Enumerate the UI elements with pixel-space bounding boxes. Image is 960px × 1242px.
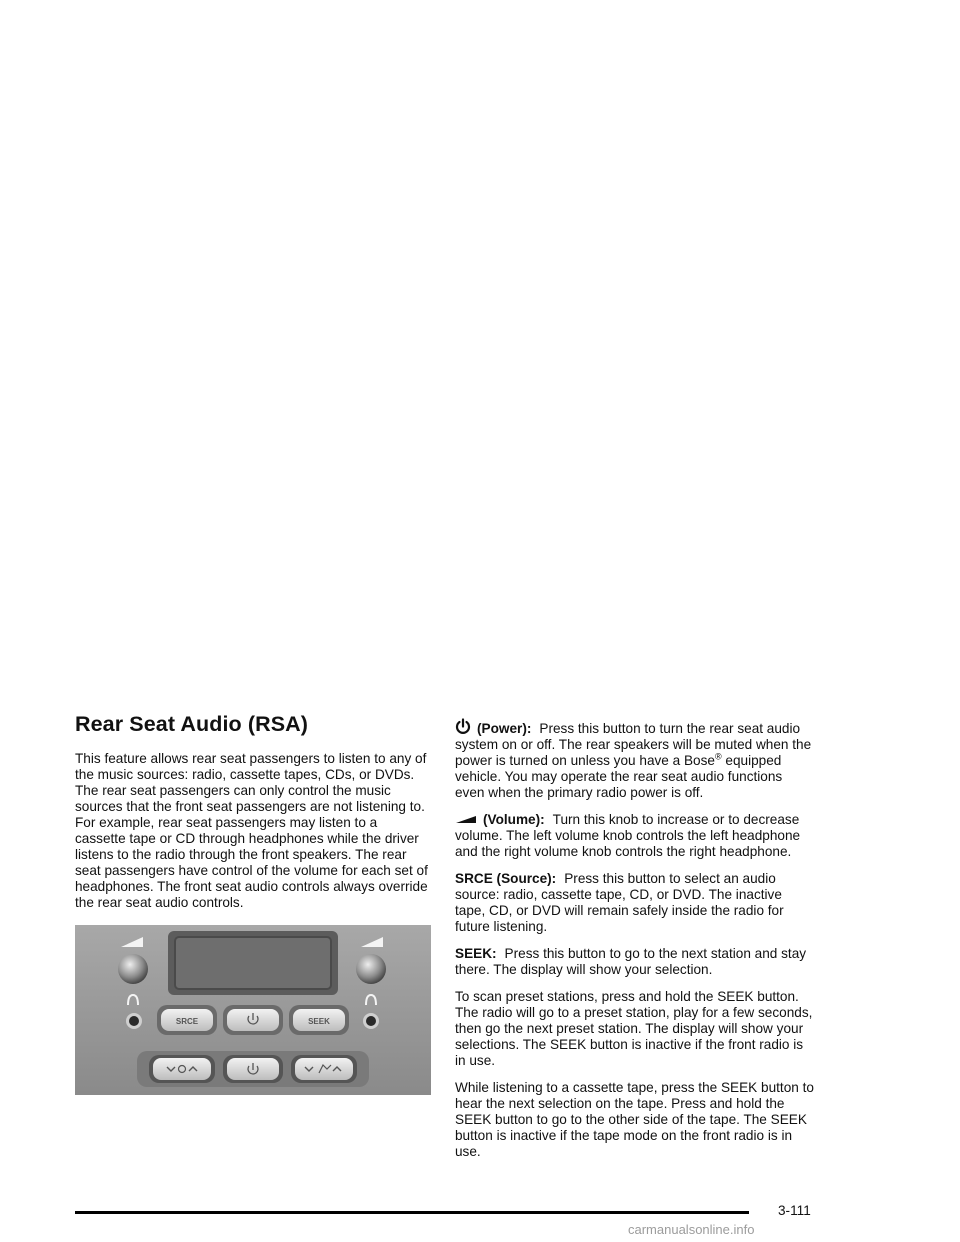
left-volume-knob [118,954,148,984]
seek-paragraph [455,946,815,978]
srce-paragraph [455,871,815,935]
volume-icon [455,814,477,826]
srce-label: SRCE (Source): [455,871,557,886]
temperature-button [295,1058,353,1080]
srce-button-label: SRCE [175,1017,199,1026]
power-icon [455,718,471,735]
rsa-panel-illustration [75,925,431,1095]
power-text-b: equipped vehicle. You may operate the rear seat audio functions even when the primary radio power is off. [455,753,783,800]
seek-text: Press this button to go to the next station and stay there. The display will show your selection. [455,946,807,977]
srce-text: Press this button to select an audio source: radio, cassette tape, CD, or DVD. The inactive tape, CD, or DVD will remain safely inside the radio for future listening. [455,871,784,934]
volume-text: Turn this knob to increase or to decrease volume. The left volume knob controls the left headphone and the right volume knob controls the right headphone. [455,812,801,859]
power-paragraph [455,718,815,801]
registered-mark: ® [714,751,722,762]
left-column [75,712,431,1095]
power-label: (Power): [477,721,532,736]
volume-label: (Volume): [483,812,545,827]
tape-paragraph: While listening to a cassette tape, press the SEEK button to hear the next selection on the tape. Press and hold the SEEK button to go to the other side of the tape. The SEEK button is inactive if the tape mode on the front radio is in use. [455,1080,814,1159]
fan-button [153,1058,211,1080]
scan-paragraph: To scan preset stations, press and hold the SEEK button. The radio will go to a preset station, play for a few seconds, then go the next preset station. The display will show your selections. The SEEK button is inactive if the front radio is in use. [455,989,813,1068]
right-headphone-jack [366,1016,376,1026]
page-number: 3-111 [778,1203,811,1218]
volume-paragraph [455,812,815,860]
intro-paragraph: This feature allows rear seat passengers to listen to any of the music sources: radio, cassette tapes, CDs, or DVDs. The rear seat passengers can only control the music sources that the front seat passengers are not listening to. For example, rear seat passengers may listen to a cassette tape or CD through headphones while the driver listens to the radio through the front speakers. The rear seat passengers have control of the volume for each set of headphones. The front seat audio controls always override the rear seat audio controls. [75,751,428,910]
section-heading: Rear Seat Audio (RSA) [75,712,309,736]
power-text-a: Press this button to turn the rear seat audio system on or off. The rear speakers will be muted when the power is turned on unless you have a Bose [455,721,812,768]
rsa-control-panel-photo [75,925,431,1095]
right-volume-knob [356,954,386,984]
seek-button-label: SEEK [308,1017,330,1026]
footer-rule [75,1211,749,1214]
right-column [455,718,815,1171]
left-headphone-jack [129,1016,139,1026]
seek-label: SEEK: [455,946,497,961]
watermark: carmanualsonline.info [628,1222,755,1237]
